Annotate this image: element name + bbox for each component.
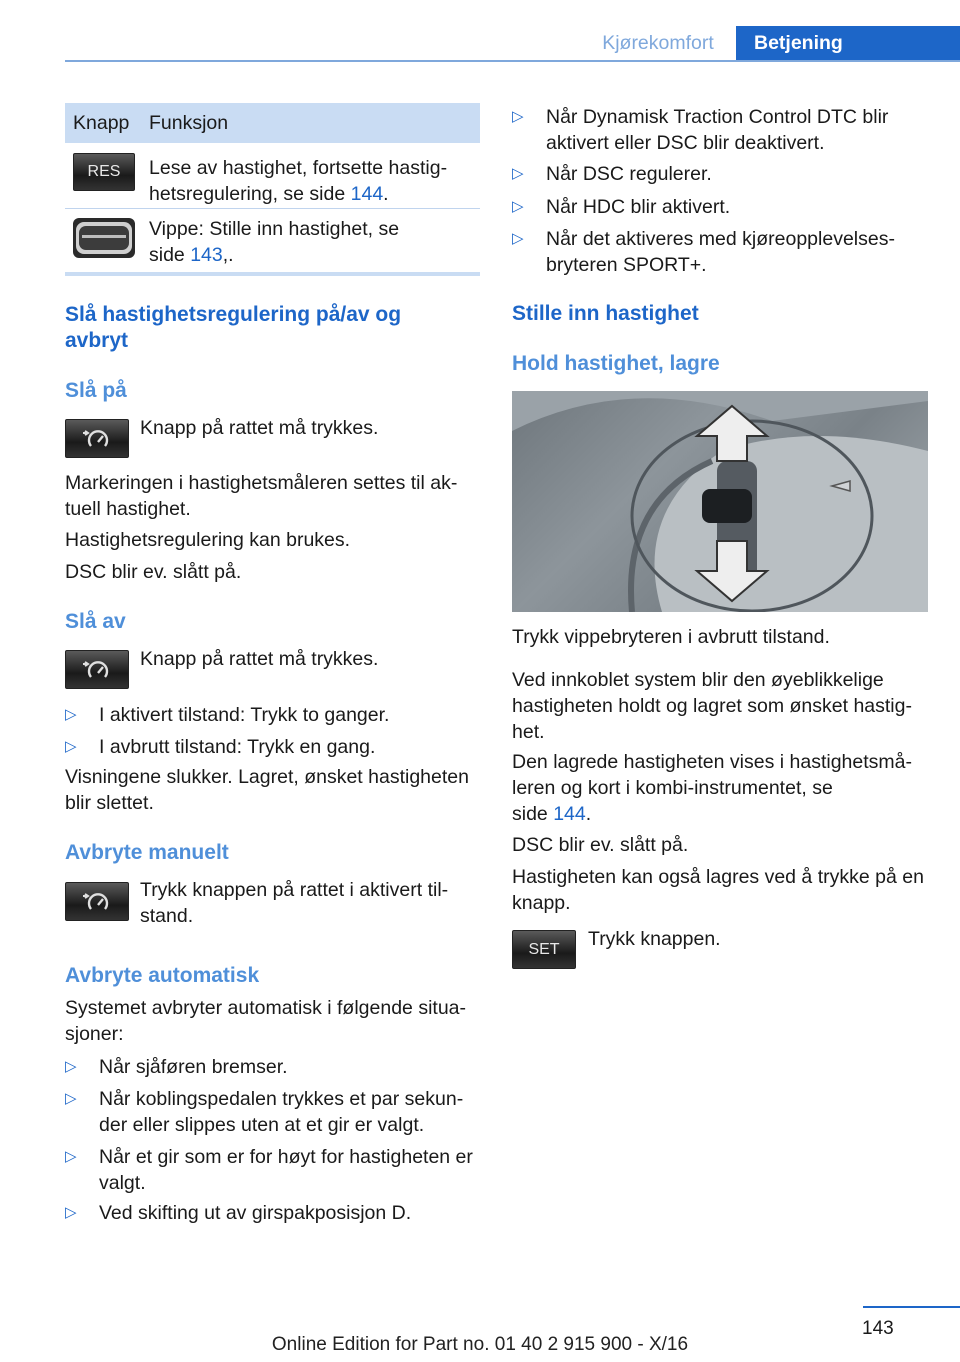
list-item: ▷ Når HDC blir aktivert.: [512, 196, 731, 218]
list-item: ▷ Når det aktiveres med kjøreopplevelses- bryteren SPORT+.: [512, 228, 895, 276]
page-link-144[interactable]: 144: [350, 183, 384, 205]
page-number: 143: [862, 1318, 894, 1339]
r-p4a: Hastigheten kan også lagres ved å trykke på en: [512, 866, 924, 888]
p4a: Visningene slukker. Lagret, ønsket hastigheten: [65, 766, 469, 788]
manuelt-b: stand.: [140, 905, 194, 927]
page-link-144[interactable]: 144: [553, 803, 586, 825]
heading-avbryte-auto: Avbryte automatisk: [65, 964, 260, 987]
header-rule: [65, 60, 960, 62]
table-row: [149, 155, 479, 207]
row2-suffix: ,.: [222, 244, 234, 266]
sla-pa-instruction: Knapp på rattet må trykkes.: [140, 417, 379, 439]
footer-rule: [863, 1306, 960, 1308]
table-row: [149, 216, 479, 268]
photo-caption: Trykk vippebryteren i avbrutt tilstand.: [512, 626, 830, 648]
list-item: ▷ Når Dynamisk Traction Control DTC blir aktivert eller DSC blir deaktivert.: [512, 106, 889, 154]
list-item: ▷ I avbrutt tilstand: Trykk en gang.: [65, 736, 376, 758]
page-link-143[interactable]: 143: [190, 244, 223, 266]
row1-text: Lese av hastighet, fortsette hastig-: [149, 157, 448, 179]
paragraph: [65, 470, 480, 522]
heading-hold-hastighet: Hold hastighet, lagre: [512, 352, 720, 375]
list-item: ▷ Når koblingspedalen trykkes et par sekun- der eller slippes uten at et gir er valgt.: [65, 1088, 464, 1136]
heading-sla-pa: Slå på: [65, 379, 127, 402]
auto-p-a: Systemet avbryter automatisk i følgende situa-: [65, 997, 466, 1019]
cruise-control-icon: [77, 887, 117, 917]
triangle-bullet-icon: ▷: [512, 230, 524, 247]
triangle-bullet-icon: ▷: [65, 738, 77, 755]
r-p4b: knapp.: [512, 892, 571, 914]
rocker-switch-image: [73, 218, 135, 258]
triangle-bullet-icon: ▷: [65, 1148, 77, 1165]
row1-text2: hetsregulering, se side: [149, 183, 351, 205]
r-p1b: hastigheten holdt og lagret som ønsket hastig-: [512, 695, 912, 717]
list-item: ▷ Ved skifting ut av girspakposisjon D.: [65, 1202, 412, 1224]
p1a: Markeringen i hastighetsmåleren settes til ak-: [65, 472, 458, 494]
heading-sla-av: Slå av: [65, 610, 126, 633]
list-item: ▷ Når et gir som er for høyt for hastigheten er valgt.: [65, 1146, 473, 1194]
row1-suffix: .: [383, 183, 389, 205]
res-button-image: [73, 153, 135, 191]
auto-p-b: sjoner:: [65, 1023, 124, 1045]
res-label: RES: [87, 163, 121, 180]
heading-on-off-line2: avbryt: [65, 329, 129, 352]
list-item: ▷ Når DSC regulerer.: [512, 163, 712, 185]
manuelt-instruction: [140, 877, 480, 929]
r-p1c: het.: [512, 721, 545, 743]
col-knapp: Knapp: [73, 112, 130, 134]
list-item: ▷ Når sjåføren bremser.: [65, 1056, 288, 1078]
r-p2a: Den lagrede hastigheten vises i hastighetsmå-: [512, 751, 912, 773]
cruise-control-icon: [77, 424, 117, 454]
heading-avbryte-manuelt: Avbryte manuelt: [65, 841, 229, 864]
triangle-bullet-icon: ▷: [512, 198, 524, 215]
triangle-bullet-icon: ▷: [65, 1090, 77, 1107]
heading-on-off: [65, 302, 480, 354]
table-end-rule: [65, 272, 480, 276]
p4b: blir slettet.: [65, 792, 154, 814]
r-p2-suffix: .: [585, 803, 592, 825]
r-p2b: leren og kort i kombi-instrumentet, se: [512, 777, 833, 799]
cruise-control-icon: [77, 655, 117, 685]
row2-text: Vippe: Stille inn hastighet, se: [149, 218, 400, 240]
heading-on-off-line1: Slå hastighetsregulering på/av og: [65, 303, 402, 326]
paragraph: [512, 864, 928, 916]
triangle-bullet-icon: ▷: [65, 706, 77, 723]
heading-stille-inn: Stille inn hastighet: [512, 302, 699, 325]
sla-av-instruction: Knapp på rattet må trykkes.: [140, 648, 379, 670]
paragraph: [65, 764, 480, 816]
table-separator: [65, 208, 480, 209]
tab-kjorekomfort[interactable]: Kjørekomfort: [602, 32, 714, 54]
paragraph: [512, 749, 928, 827]
p1b: tuell hastighet.: [65, 498, 191, 520]
paragraph: DSC blir ev. slått på.: [512, 834, 689, 856]
triangle-bullet-icon: ▷: [512, 108, 524, 125]
set-instruction: Trykk knappen.: [588, 928, 721, 950]
col-funksjon: Funksjon: [149, 112, 229, 134]
tab-betjening[interactable]: Betjening: [736, 26, 960, 62]
row2-text2: side: [149, 244, 191, 266]
set-button-image: [512, 930, 576, 969]
paragraph: DSC blir ev. slått på.: [65, 561, 242, 583]
cruise-toggle-button-image: [65, 419, 129, 458]
r-p1a: Ved innkoblet system blir den øyeblikkelige: [512, 669, 884, 691]
triangle-bullet-icon: ▷: [512, 165, 524, 182]
manuelt-a: Trykk knappen på rattet i aktivert til-: [140, 879, 449, 901]
set-label: SET: [528, 940, 560, 958]
table-header: [65, 103, 480, 143]
cruise-toggle-button-image: [65, 882, 129, 921]
triangle-bullet-icon: ▷: [65, 1058, 77, 1075]
paragraph: Hastighetsregulering kan brukes.: [65, 529, 351, 551]
list-item: ▷ I aktivert tilstand: Trykk to ganger.: [65, 704, 390, 726]
edition-footer: Online Edition for Part no. 01 40 2 915 900 - X/16: [271, 1334, 689, 1355]
r-p2c: side: [512, 803, 554, 825]
triangle-bullet-icon: ▷: [65, 1204, 77, 1221]
paragraph: [65, 995, 480, 1047]
paragraph: [512, 667, 928, 745]
steering-wheel-photo: [512, 391, 928, 612]
cruise-toggle-button-image: [65, 650, 129, 689]
